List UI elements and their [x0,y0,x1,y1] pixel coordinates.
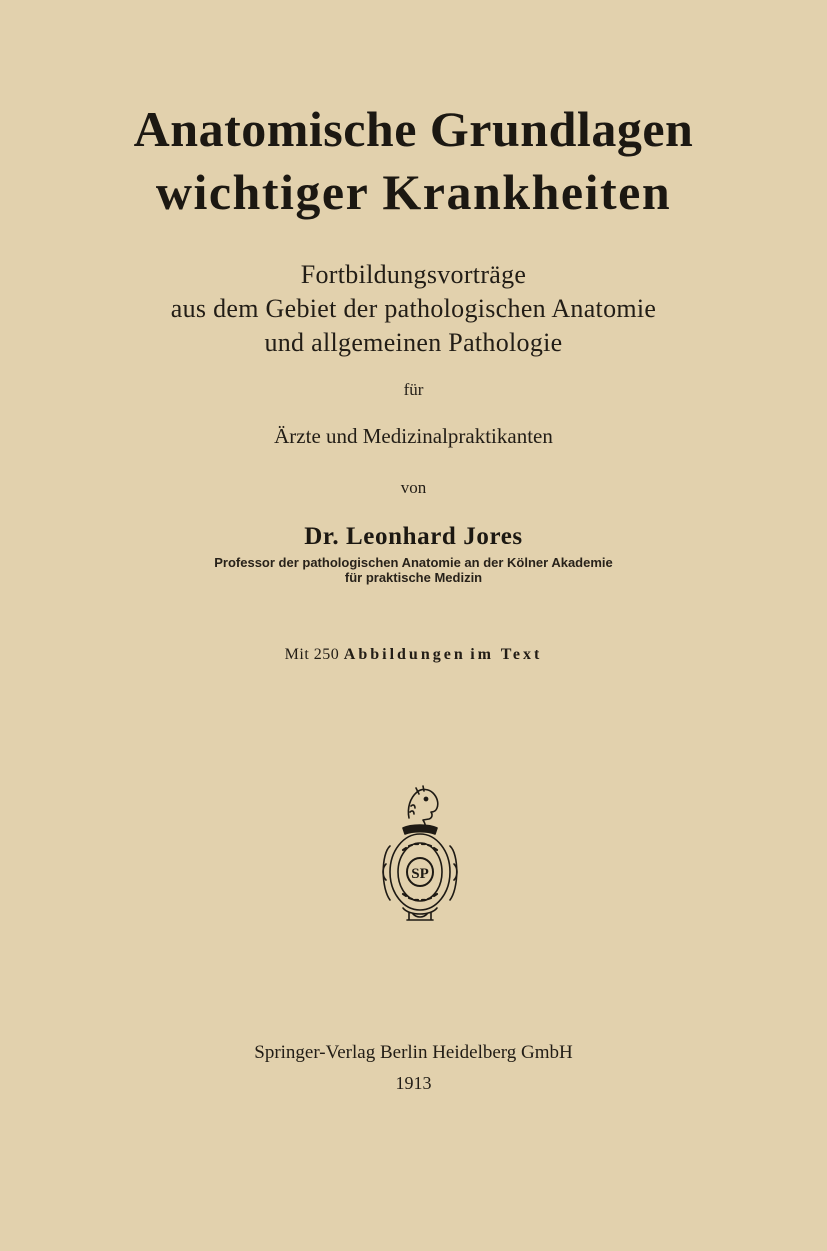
by-label: von [400,478,427,497]
publisher-name: Springer-Verlag Berlin Heidelberg GmbH [254,1042,573,1063]
illustrations-suffix: im Text [470,646,543,663]
audience-text: Ärzte und Medizinalpraktikanten [274,424,553,448]
book-title-line-2: wichtiger Krankheiten [155,164,672,220]
author-name: Dr. Leonhard Jores [304,523,523,550]
author-affiliation-line-2: für praktische Medizin [344,570,483,585]
author-affiliation-line-1: Professor der pathologischen Anatomie an der Kölner Akademie [214,555,613,570]
illustrations-spaced-word: Abbildungen [343,646,466,663]
book-title-line-1: Anatomische Grundlagen [133,101,694,157]
logo-monogram: SP [411,866,429,882]
springer-chess-knight-logo-icon [379,784,461,924]
subtitle-line-2: aus dem Gebiet der pathologischen Anatomie [170,294,657,323]
illustrations-prefix: Mit 250 [284,646,340,663]
audience-for: für [403,380,424,399]
subtitle-line-1: Fortbildungsvorträge [300,260,527,289]
publication-year: 1913 [395,1073,432,1093]
illustrations-note [0,646,827,664]
subtitle-line-3: und allgemeinen Pathologie [264,328,563,357]
